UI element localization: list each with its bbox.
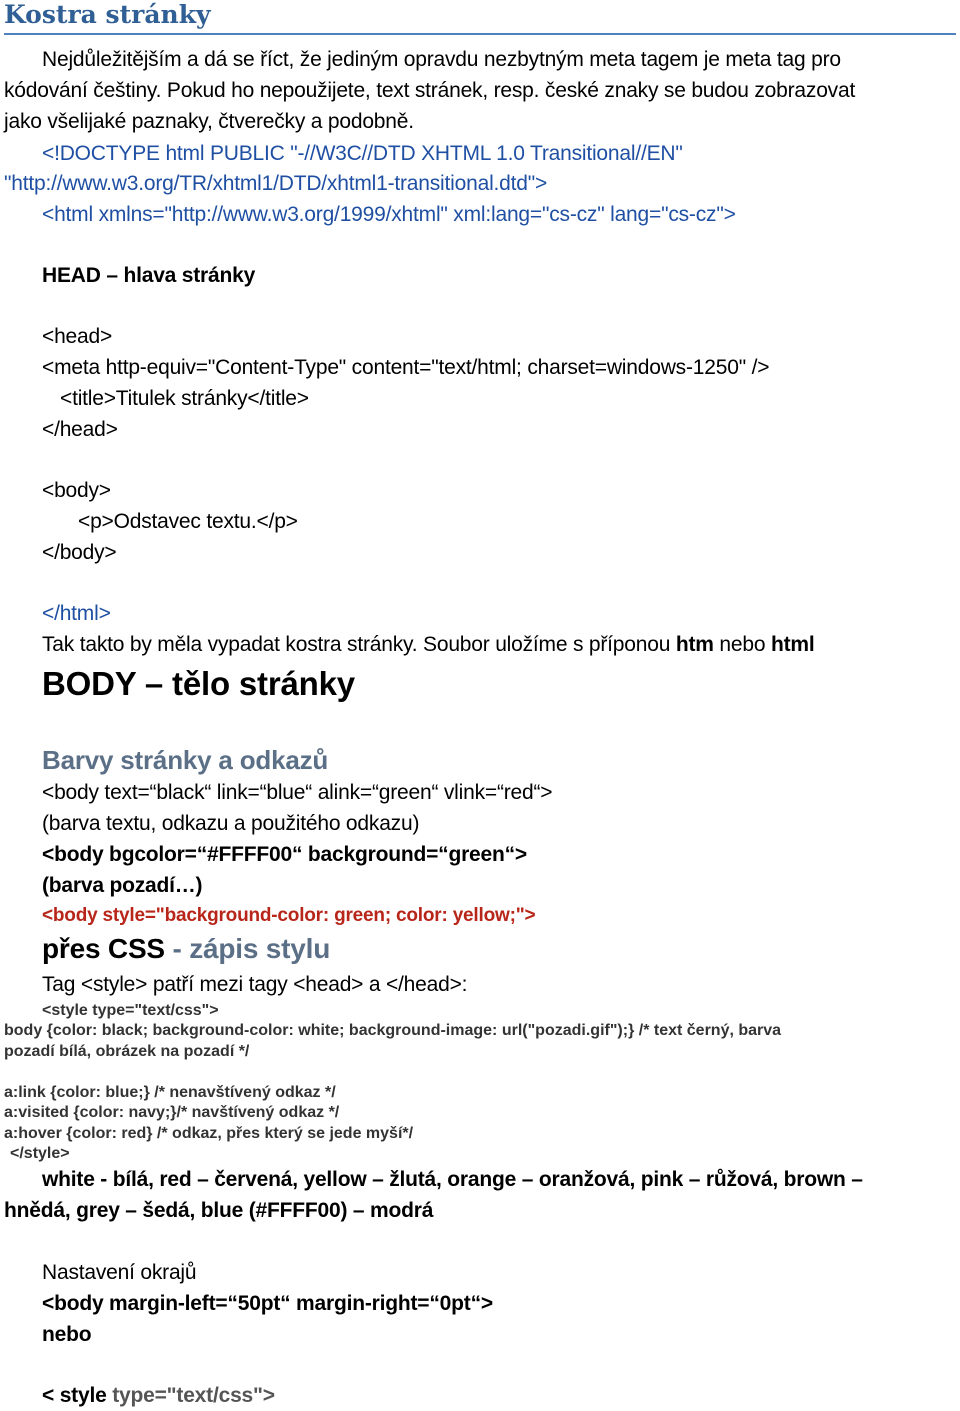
doctype-line-2: "http://www.w3.org/TR/xhtml1/DTD/xhtml1-transitional.dtd"> <box>4 172 548 195</box>
html-close-tag: </html> <box>42 602 111 625</box>
style-open-fragment: < style <box>42 1384 107 1407</box>
css-code-line-1: <style type="text/css"> <box>42 1002 219 1019</box>
style-type-attr: type="text/css"> <box>106 1384 275 1407</box>
colors-line-2: (barva textu, odkazu a použitého odkazu) <box>42 812 420 835</box>
color-names-line-2: hnědá, grey – šedá, blue (#FFFF00) – modrá <box>4 1199 434 1222</box>
heading-underline <box>4 33 956 35</box>
title-tag-line: <title>Titulek stránky</title> <box>60 387 309 410</box>
margins-line-3 <box>42 1382 275 1410</box>
css-code-line-4: a:link {color: blue;} /* nenavštívený odkaz */ <box>4 1084 336 1101</box>
css-code-line-5: a:visited {color: navy;}/* navštívený odkaz */ <box>4 1104 340 1121</box>
summary-html: html <box>770 633 815 656</box>
margins-section-title: Nastavení okrajů <box>42 1261 197 1284</box>
css-title-b: - zápis stylu <box>164 933 331 964</box>
summary-htm: htm <box>675 633 714 656</box>
intro-line-2: kódování češtiny. Pokud ho nepoužijete, text stránek, resp. české znaky se budou zobrazovat <box>4 79 856 102</box>
body-open-tag: <body> <box>42 479 111 502</box>
body-heading: BODY – tělo stránky <box>42 665 355 702</box>
margins-line-2: nebo <box>42 1323 92 1346</box>
head-close-tag: </head> <box>42 418 118 441</box>
meta-tag-line: <meta http-equiv="Content-Type" content="text/html; charset=windows-1250" /> <box>42 356 770 379</box>
css-code-line-6: a:hover {color: red} /* odkaz, přes který se jede myší*/ <box>4 1125 414 1142</box>
summary-text-a: Tak takto by měla vypadat kostra stránky. Soubor uložíme s příponou <box>42 633 676 656</box>
skeleton-summary <box>42 631 814 659</box>
css-code-line-2: body {color: black; background-color: white; background-image: url("pozadi.gif");} /* text černý, barva <box>4 1022 782 1039</box>
colors-line-5: <body style="background-color: green; color: yellow;"> <box>42 905 536 926</box>
colors-line-4: (barva pozadí…) <box>42 874 203 897</box>
css-code-line-7: </style> <box>10 1145 70 1162</box>
colors-line-3: <body bgcolor=“#FFFF00“ background=“green“> <box>42 843 527 866</box>
colors-section-title: Barvy stránky a odkazů <box>42 745 329 775</box>
intro-line-1: Nejdůležitějším a dá se říct, že jediným opravdu nezbytným meta tagem je meta tag pro <box>42 48 841 71</box>
paragraph-tag-line: <p>Odstavec textu.</p> <box>78 510 298 533</box>
doctype-line-1: <!DOCTYPE html PUBLIC "-//W3C//DTD XHTML 1.0 Transitional//EN" <box>42 142 683 165</box>
css-intro: Tag <style> patří mezi tagy <head> a </head>: <box>42 973 468 996</box>
summary-text-b: nebo <box>713 633 771 656</box>
css-title-a: přes CSS <box>42 933 165 964</box>
head-open-tag: <head> <box>42 325 113 348</box>
body-close-tag: </body> <box>42 541 117 564</box>
css-section-title <box>42 933 330 965</box>
intro-line-3: jako všelijaké paznaky, čtverečky a podobně. <box>4 110 414 133</box>
css-code-line-3: pozadí bílá, obrázek na pozadí */ <box>4 1043 250 1060</box>
page-heading: Kostra stránky <box>4 0 211 29</box>
doctype-line-3: <html xmlns="http://www.w3.org/1999/xhtml" xml:lang="cs-cz" lang="cs-cz"> <box>42 203 736 226</box>
color-names-line-1: white - bílá, red – červená, yellow – žlutá, orange – oranžová, pink – růžová, brown – <box>42 1168 863 1191</box>
head-section-title: HEAD – hlava stránky <box>42 264 256 287</box>
colors-line-1: <body text=“black“ link=“blue“ alink=“green“ vlink=“red“> <box>42 781 553 804</box>
margins-line-1: <body margin-left=“50pt“ margin-right=“0pt“> <box>42 1292 493 1315</box>
